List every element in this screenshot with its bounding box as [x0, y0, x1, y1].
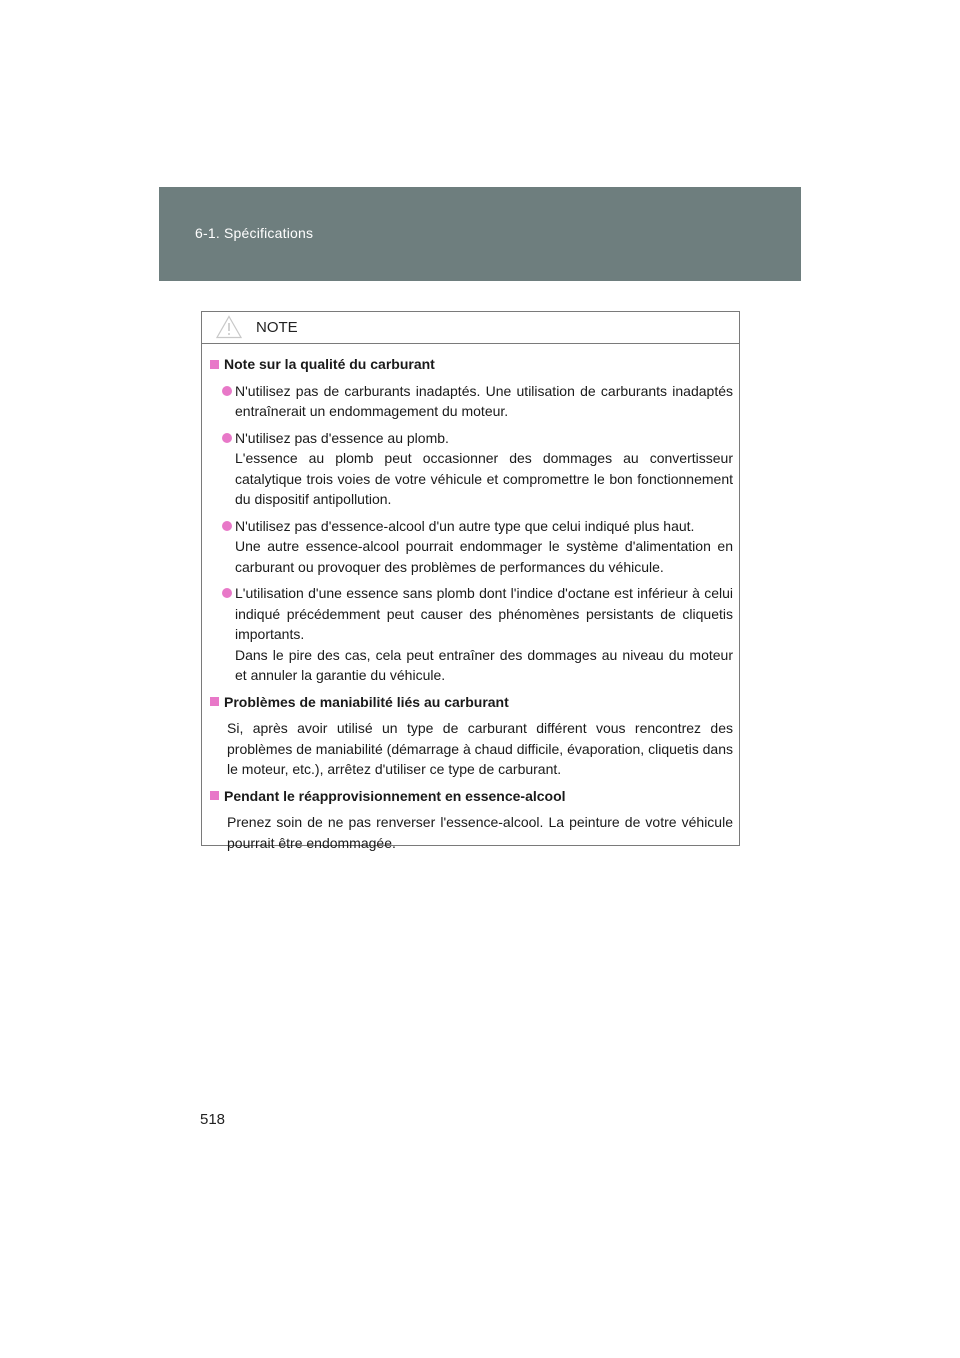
square-bullet-icon [210, 791, 219, 800]
bullet-paragraph: N'utilisez pas d'essence-alcool d'un autre type que celui indiqué plus haut. [235, 517, 695, 534]
bullet-paragraph: L'essence au plomb peut occasionner des dommages au convertisseur catalytique trois voies de votre véhicule et compromettre le bon fonctionnement du dispositif antipollution. [235, 450, 733, 507]
bullet-item [222, 516, 733, 578]
bullet-paragraph: N'utilisez pas d'essence au plomb. [235, 429, 449, 446]
bullet-paragraph: L'utilisation d'une essence sans plomb dont l'indice d'octane est inférieur à celui indiqué précédemment peut causer des phénomènes persistants de cliquetis importants. [235, 585, 733, 642]
square-bullet-icon [210, 360, 219, 369]
note-header [202, 312, 739, 344]
bullet-paragraph: N'utilisez pas de carburants inadaptés. Une utilisation de carburants inadaptés entraînerait un endommagement du moteur. [235, 382, 733, 419]
bullet-item [222, 428, 733, 510]
bullet-item [222, 583, 733, 686]
section-heading [210, 786, 733, 807]
bullet-item [222, 381, 733, 422]
warning-icon [216, 315, 242, 339]
bullet-paragraph: Une autre essence-alcool pourrait endommager le système d'alimentation en carburant ou provoquer des problèmes de performances du véhicule. [235, 538, 733, 575]
header-band [159, 187, 801, 281]
section-heading [210, 354, 733, 375]
bullet-text [235, 516, 733, 578]
section-paragraph: Si, après avoir utilisé un type de carburant différent vous rencontrez des problèmes de maniabilité (démarrage à chaud difficile, évaporation, cliquetis dans le moteur, etc.), arrêtez d'utiliser ce type de carburant. [227, 720, 733, 777]
page-number: 518 [200, 1111, 226, 1128]
note-box [201, 311, 740, 851]
section-heading [210, 692, 733, 713]
section-title-text: Note sur la qualité du carburant [224, 356, 435, 372]
bullet-text [235, 428, 733, 510]
circle-bullet-icon [222, 386, 232, 396]
bullet-text [235, 583, 733, 686]
square-bullet-icon [210, 697, 219, 706]
note-body [202, 344, 739, 853]
section-title-text: Pendant le réapprovisionnement en essence-alcool [224, 787, 566, 804]
circle-bullet-icon [222, 521, 232, 531]
section-title-text: Problèmes de maniabilité liés au carburant [224, 693, 509, 710]
section-paragraph: Prenez soin de ne pas renverser l'essence-alcool. La peinture de votre véhicule pourrait être endommagée. [227, 814, 733, 851]
bullet-paragraph: Dans le pire des cas, cela peut entraîner des dommages au niveau du moteur et annuler la garantie du véhicule. [235, 646, 733, 683]
circle-bullet-icon [222, 588, 232, 598]
bullet-text [235, 381, 733, 422]
circle-bullet-icon [222, 433, 232, 443]
section-title: 6-1. Spécifications [195, 225, 314, 241]
note-label: NOTE [256, 319, 298, 336]
